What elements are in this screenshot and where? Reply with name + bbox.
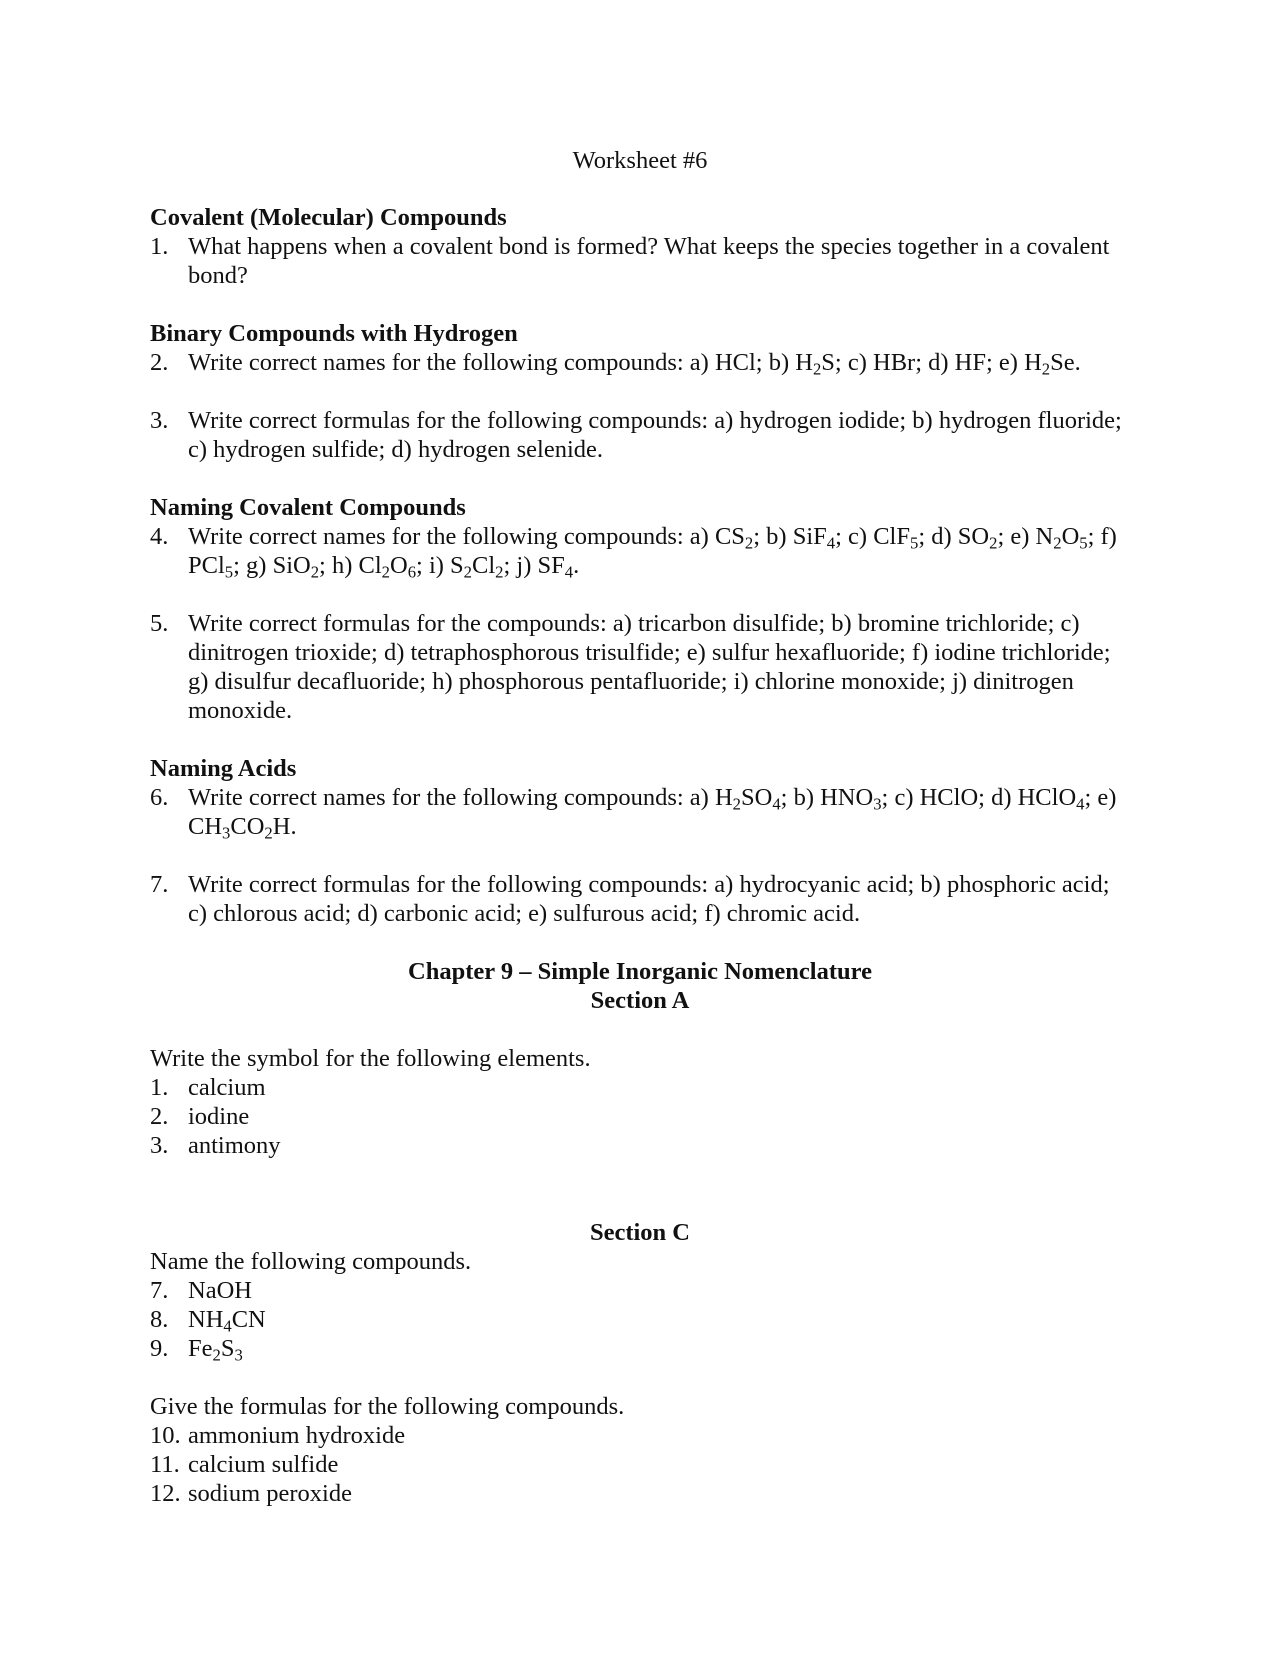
chapter-title: Chapter 9 – Simple Inorganic Nomenclature bbox=[408, 958, 872, 985]
question-text: Write correct formulas for the following compounds: a) hydrocyanic acid; b) phosphoric acid; c) chlorous acid; d) carbonic acid; e) sulfurous acid; f) chromic acid. bbox=[188, 871, 1110, 927]
list-item bbox=[150, 1276, 1130, 1305]
heading-covalent: Covalent (Molecular) Compounds bbox=[150, 204, 507, 231]
list-item bbox=[150, 1102, 1130, 1131]
item-text: $NH_4CN$ bbox=[188, 1306, 266, 1336]
question-number: 6. bbox=[150, 784, 169, 811]
item-text: antimony bbox=[188, 1132, 281, 1159]
question-1 bbox=[150, 232, 1130, 290]
item-number: 10. bbox=[150, 1422, 181, 1449]
list-item bbox=[150, 1479, 1130, 1508]
list-item bbox=[150, 1421, 1130, 1450]
heading-naming-covalent: Naming Covalent Compounds bbox=[150, 494, 466, 521]
question-number: 5. bbox=[150, 610, 169, 637]
question-text: Write correct names for the following compounds: a) HCl; b) $H_2S$; c) HBr; d) HF; e) $H_2Se$. bbox=[188, 349, 1081, 379]
question-text: Write correct formulas for the following compounds: a) hydrogen iodide; b) hydrogen fluoride; c) hydrogen sulfide; d) hydrogen selenide. bbox=[188, 407, 1122, 463]
section-a-heading: Section A bbox=[590, 987, 690, 1014]
item-text: NaOH bbox=[188, 1277, 252, 1304]
question-number: 4. bbox=[150, 523, 169, 550]
item-number: 8. bbox=[150, 1306, 169, 1333]
item-number: 1. bbox=[150, 1074, 169, 1101]
question-text: Write correct formulas for the compounds: a) tricarbon disulfide; b) bromine trichloride; c) dinitrogen trioxide; d) tetraphosphorous trisulfide; e) sulfur hexafluoride; f) iodine trichloride; g) disulfur decafluoride; h) phosphorous pentafluoride; i) chlorine monoxide; j) dinitrogen monoxide. bbox=[188, 610, 1111, 724]
question-text: Write correct names for the following compounds: a) $CS_2$; b) SiF$_4$; c) ClF$_5$; d) $SO_2$; e) $N_2O_5$; f) PCl$_5$; g) SiO$_2$; h) $Cl_2O_6$; i) $S_2Cl_2$; j) $SF_4$. bbox=[188, 523, 1117, 582]
item-text: calcium sulfide bbox=[188, 1451, 339, 1478]
question-7 bbox=[150, 870, 1130, 928]
item-text: sodium peroxide bbox=[188, 1480, 352, 1507]
question-number: 2. bbox=[150, 349, 169, 376]
heading-binary-hydrogen: Binary Compounds with Hydrogen bbox=[150, 320, 518, 347]
section-c-formula-instruction: Give the formulas for the following compounds. bbox=[150, 1393, 625, 1420]
item-text: ammonium hydroxide bbox=[188, 1422, 406, 1449]
item-number: 11. bbox=[150, 1451, 180, 1478]
question-text: Write correct names for the following compounds: a) $H_2SO_4$; b) $HNO_3$; c) HClO; d) HClO$_4$; e) $CH_3CO_2H$. bbox=[188, 784, 1117, 843]
item-text: $Fe_2S_3$ bbox=[188, 1335, 243, 1365]
item-text: calcium bbox=[188, 1074, 266, 1101]
question-2 bbox=[150, 348, 1130, 377]
section-a-instruction: Write the symbol for the following elements. bbox=[150, 1045, 591, 1072]
item-number: 2. bbox=[150, 1103, 169, 1130]
item-number: 12. bbox=[150, 1480, 181, 1507]
question-number: 1. bbox=[150, 233, 169, 260]
section-c-heading: Section C bbox=[589, 1219, 691, 1246]
question-3 bbox=[150, 406, 1130, 464]
worksheet-page bbox=[150, 146, 1130, 1508]
question-6 bbox=[150, 783, 1130, 841]
list-item bbox=[150, 1450, 1130, 1479]
question-5 bbox=[150, 609, 1130, 725]
question-4 bbox=[150, 522, 1130, 580]
list-item bbox=[150, 1305, 1130, 1334]
list-item bbox=[150, 1073, 1130, 1102]
worksheet-title: Worksheet #6 bbox=[572, 147, 708, 174]
list-item bbox=[150, 1131, 1130, 1160]
question-number: 3. bbox=[150, 407, 169, 434]
list-item bbox=[150, 1334, 1130, 1363]
item-number: 7. bbox=[150, 1277, 169, 1304]
question-text: What happens when a covalent bond is formed? What keeps the species together in a covalent bond? bbox=[188, 233, 1110, 289]
item-number: 9. bbox=[150, 1335, 169, 1362]
item-number: 3. bbox=[150, 1132, 169, 1159]
section-c-name-instruction: Name the following compounds. bbox=[150, 1248, 472, 1275]
question-number: 7. bbox=[150, 871, 169, 898]
heading-naming-acids: Naming Acids bbox=[150, 755, 297, 782]
item-text: iodine bbox=[188, 1103, 250, 1130]
